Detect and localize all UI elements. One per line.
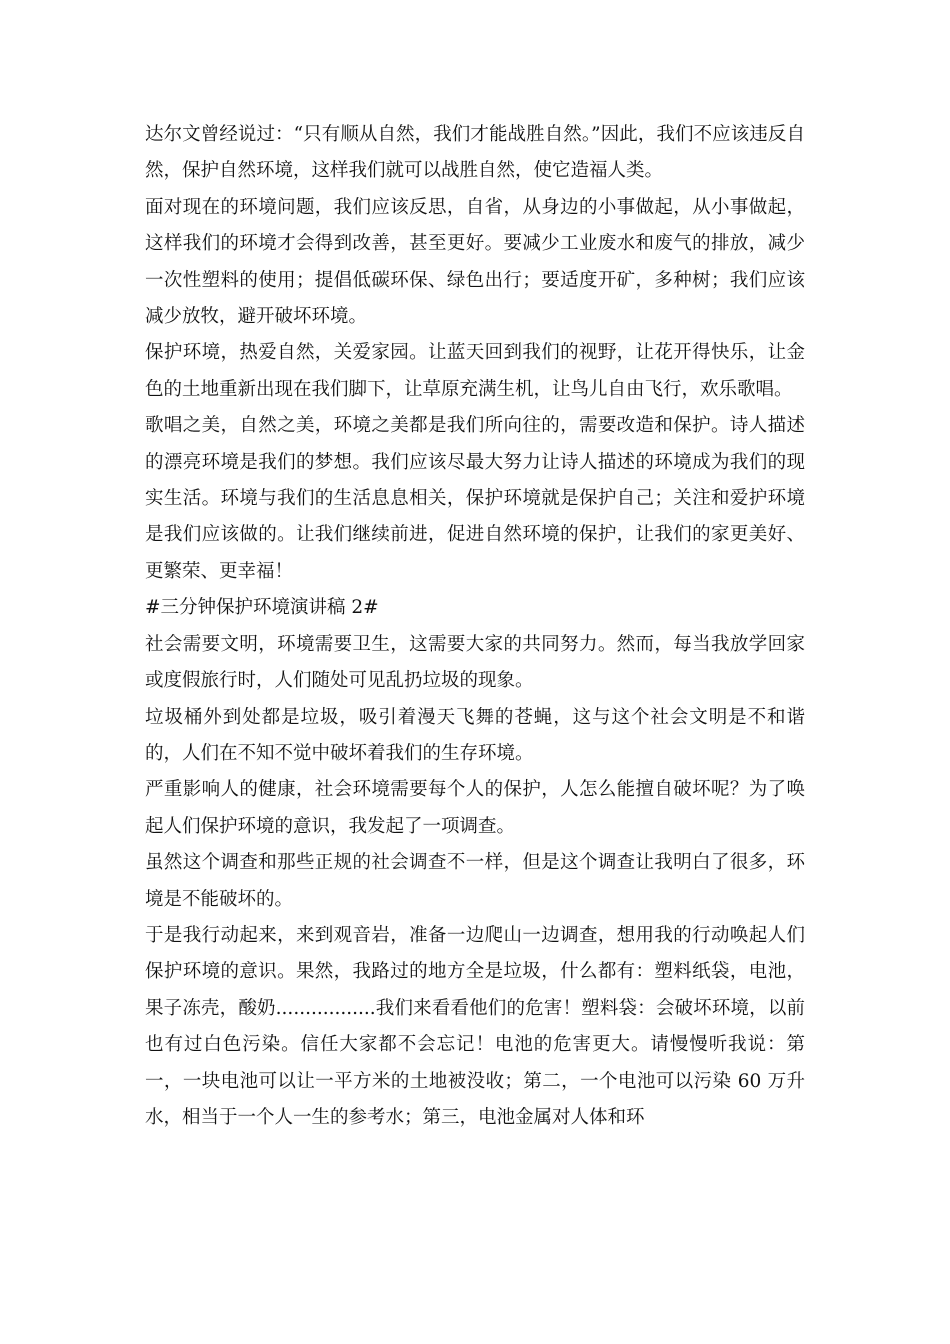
- paragraph: 保护环境，热爱自然，关爱家园。让蓝天回到我们的视野，让花开得快乐，让金色的土地重新出现在我们脚下，让草原充满生机，让鸟儿自由飞行，欢乐歌唱。: [145, 342, 805, 400]
- paragraph: 达尔文曾经说过：“只有顺从自然，我们才能战胜自然。”因此，我们不应该违反自然，保护自然环境，这样我们就可以战胜自然，使它造福人类。: [145, 124, 805, 182]
- paragraph: 于是我行动起来，来到观音岩，准备一边爬山一边调查，想用我的行动唤起人们保护环境的意识。果然，我路过的地方全是垃圾，什么都有：塑料纸袋，电池，果子冻壳，酸奶.................我们来看看他们的危害！塑料袋：会破坏环境，以前也有过白色污染。信任大家都不会忘记！电池的危害更大。请慢慢听我说：第一，一块电池可以让一平方米的土地被没收；第二，一个电池可以污染 60 万升水，相当于一个人一生的参考水；第三，电池金属对人体和环: [145, 924, 805, 1128]
- paragraph: 歌唱之美，自然之美，环境之美都是我们所向往的，需要改造和保护。诗人描述的漂亮环境是我们的梦想。我们应该尽最大努力让诗人描述的环境成为我们的现实生活。环境与我们的生活息息相关，保护环境就是保护自己；关注和爱护环境是我们应该做的。让我们继续前进，促进自然环境的保护，让我们的家更美好、更繁荣、更幸福！: [145, 415, 805, 582]
- paragraph: 严重影响人的健康，社会环境需要每个人的保护，人怎么能擅自破坏呢？为了唤起人们保护环境的意识，我发起了一项调查。: [145, 779, 805, 837]
- paragraph: 面对现在的环境问题，我们应该反思，自省，从身边的小事做起，从小事做起，这样我们的环境才会得到改善，甚至更好。要减少工业废水和废气的排放，减少一次性塑料的使用；提倡低碳环保、绿色出行；要适度开矿，多种树；我们应该减少放牧，避开破坏环境。: [145, 196, 805, 328]
- paragraph: 虽然这个调查和那些正规的社会调查不一样，但是这个调查让我明白了很多，环境是不能破坏的。: [145, 852, 805, 910]
- section-heading: #三分钟保护环境演讲稿 2#: [145, 597, 379, 619]
- paragraph: 社会需要文明，环境需要卫生，这需要大家的共同努力。然而，每当我放学回家或度假旅行时，人们随处可见乱扔垃圾的现象。: [145, 633, 805, 692]
- document-body: [145, 117, 805, 1136]
- paragraph: 垃圾桶外到处都是垃圾，吸引着漫天飞舞的苍蝇，这与这个社会文明是不和谐的，人们在不知不觉中破坏着我们的生存环境。: [145, 706, 805, 764]
